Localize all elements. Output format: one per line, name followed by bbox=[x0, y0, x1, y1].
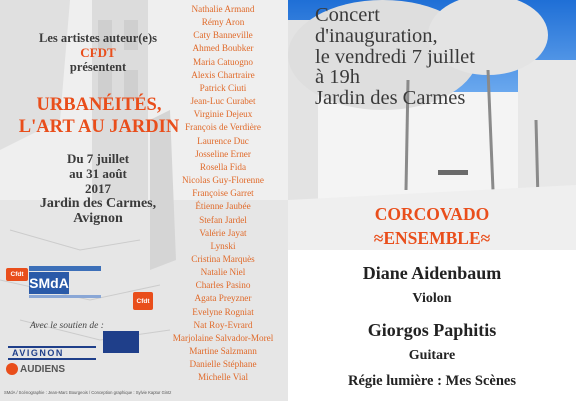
right-panel bbox=[288, 0, 576, 401]
concert-announcement bbox=[315, 5, 575, 109]
cfdt-mark: Cfdt bbox=[133, 292, 153, 310]
venue-line2: Avignon bbox=[73, 211, 123, 226]
artist-name: Caty Banneville bbox=[193, 30, 253, 41]
artist-name: Maria Catuogno bbox=[193, 56, 253, 67]
artist-name: Nat Roy-Evrard bbox=[193, 319, 253, 330]
artist-name: Evelyne Rogniat bbox=[192, 306, 254, 317]
artist-name: Agata Preyzner bbox=[194, 293, 252, 304]
artist-name: Marjolaine Salvador-Morel bbox=[172, 332, 274, 343]
performer-1-name: Diane Aidenbaum bbox=[362, 263, 502, 283]
artist-name: Alexis Chartraire bbox=[191, 69, 255, 80]
intro-line3: présentent bbox=[69, 60, 127, 74]
dates-line1: Du 7 juillet bbox=[66, 151, 130, 166]
artist-name: Charles Pasino bbox=[195, 280, 251, 291]
support-label: Avec le soutien de : bbox=[30, 321, 104, 331]
avignon-logo: AVIGNON bbox=[8, 346, 96, 360]
artist-name: Laurence Duc bbox=[197, 135, 249, 146]
smda-banner bbox=[29, 266, 101, 271]
audiens-icon bbox=[6, 363, 18, 375]
lighting-credit: Régie lumière : Mes Scènes bbox=[347, 373, 517, 389]
artist-name: Patrick Ciuti bbox=[199, 82, 247, 93]
cfdt-logo: Cfdt bbox=[6, 268, 28, 281]
artist-name: Lynski bbox=[210, 240, 236, 251]
concert-line: le vendredi 7 juillet bbox=[315, 45, 475, 68]
cfdt-logo-secondary bbox=[133, 292, 169, 310]
dates-line2: au 31 août bbox=[69, 166, 127, 181]
audiens-logo: AUDIENS bbox=[20, 364, 66, 375]
artist-name: Virginie Dejeux bbox=[193, 109, 253, 120]
title-line1: URBANÉITÉS, bbox=[36, 95, 162, 115]
artist-name: Michelle Vial bbox=[197, 372, 249, 383]
artist-name: Rémy Aron bbox=[201, 17, 245, 28]
artist-name: Nathalie Armand bbox=[191, 4, 255, 14]
artist-name: Martine Salzmann bbox=[189, 346, 257, 357]
concert-line: Concert bbox=[315, 4, 380, 26]
artist-name: Nicolas Guy-Florenne bbox=[182, 175, 264, 186]
concert-line: d'inauguration, bbox=[315, 24, 438, 47]
artist-list bbox=[164, 3, 282, 385]
artist-name: Josseline Erner bbox=[195, 148, 251, 159]
performer-2-instrument: Guitare bbox=[408, 348, 456, 363]
intro-line1: Les artistes auteur(e)s bbox=[38, 31, 158, 45]
artist-name: Valérie Jayat bbox=[199, 227, 247, 238]
intro-cfdt: CFDT bbox=[80, 44, 116, 60]
smda-logo: SMdA bbox=[29, 272, 69, 294]
smda-subline bbox=[29, 295, 101, 298]
venue-line1: Jardin des Carmes, bbox=[39, 196, 157, 211]
artist-name: François de Verdière bbox=[185, 122, 261, 133]
artist-name: Françoise Garret bbox=[192, 188, 254, 199]
artist-name: Stefan Jardel bbox=[199, 214, 247, 225]
ensemble-name: CORCOVADO bbox=[374, 204, 490, 224]
credits: SMdA / Scénographie : Jean-Marc Bourgeois / Conception graphique : Sylvie Kaptur Gintz bbox=[4, 390, 172, 395]
dates-line3: 2017 bbox=[85, 181, 111, 196]
title-line2: L'ART AU JARDIN bbox=[18, 117, 180, 137]
concert-line: à 19h bbox=[315, 66, 360, 89]
artist-name: Rosella Fida bbox=[199, 161, 247, 172]
artist-name: Ahmed Boubker bbox=[192, 43, 254, 54]
performer-2-name: Giorgos Paphitis bbox=[367, 320, 497, 340]
artist-name: Natalie Niel bbox=[200, 267, 246, 278]
artist-name: Cristina Marquès bbox=[191, 253, 255, 264]
artist-name: Danielle Stéphane bbox=[189, 359, 257, 370]
artist-name: Jean-Luc Curabet bbox=[190, 96, 256, 107]
artist-name: Étienne Jaubée bbox=[195, 201, 251, 212]
concert-line: Jardin des Carmes bbox=[315, 87, 466, 110]
ensemble-subtitle: ≈ENSEMBLE≈ bbox=[373, 228, 491, 248]
performer-1-instrument: Violon bbox=[412, 291, 452, 306]
maison-des-artistes-logo bbox=[103, 331, 139, 353]
